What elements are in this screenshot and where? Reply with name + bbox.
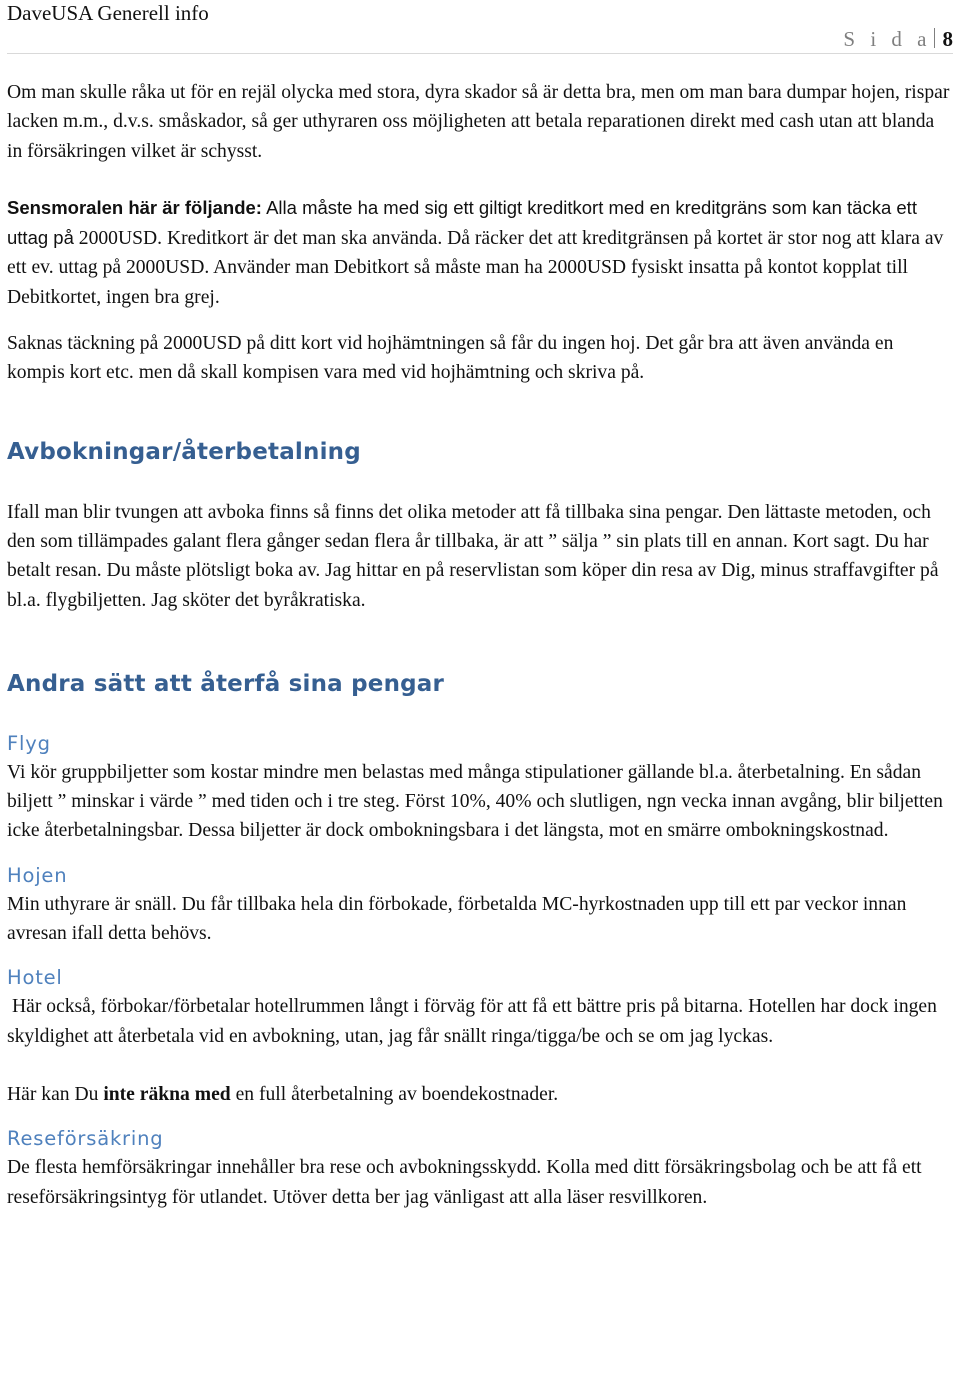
hotel-paragraph: Här också, förbokar/förbetalar hotellrummen långt i förväg för att få ett bättre pris på bitarna. Hotellen har dock ingen skyldighet att återbetala vid en avbokning, utan, jag får snällt ringa/tigga/be och se om jag lyckas. — [7, 996, 937, 1047]
moral-paragraph — [7, 193, 953, 312]
hotel-note-paragraph — [7, 1080, 953, 1109]
document-title: DaveUSA Generell info — [7, 1, 209, 25]
moral-rest-text: 2000USD. Kreditkort är det man ska använda. Då räcker det att kreditgränsen på kortet är stor nog att klara av ett ev. uttag på 2000USD. Använder man Debitkort så måste man ha 2000USD fysiskt insatta på kontot kopplat till Debitkortet, ingen bra grej. — [7, 228, 944, 308]
hotel-note-strong: inte räkna med — [103, 1083, 231, 1105]
heading-andra-satt: Andra sätt att återfå sina pengar — [7, 670, 445, 697]
hotel-note-prefix: Här kan Du — [7, 1083, 104, 1105]
avbokningar-paragraph: Ifall man blir tvungen att avboka finns så finns det olika metoder att få tillbaka sina pengar. Den lättaste metoden, och den som tillämpades galant flera gånger sedan flera år tillbaka, är att ” sälja ” sin plats till en annan. Kort sagt. Du har betalt resan. Du måste plötsligt boka av. Jag hittar en på reservlistan som köper din resa av Dig, minus straffavgifter på bl.a. flygbiljetten. Jag sköter det byråkratiska. — [7, 501, 939, 611]
subheading-hojen: Hojen — [7, 863, 68, 887]
subheading-flyg: Flyg — [7, 731, 51, 755]
document-page — [7, 0, 953, 1212]
subheading-hotel: Hotel — [7, 966, 63, 990]
hojen-paragraph: Min uthyrare är snäll. Du får tillbaka hela din förbokade, förbetalda MC-hyrkostnaden upp till ett par veckor innan avresan ifall detta behövs. — [7, 893, 907, 945]
moral-sans-text: Alla måste ha med sig ett giltigt kreditkort med en kreditgräns som kan täcka ett uttag på — [7, 196, 917, 249]
page-separator — [934, 28, 935, 48]
reseforsakring-paragraph: De flesta hemförsäkringar innehåller bra rese och avbokningsskydd. Kolla med ditt försäkringsbolag och be att få ett reseförsäkringsintyg för utlandet. Utöver detta ber jag vänligast att alla läser resvillkoren. — [7, 1157, 922, 1208]
header-divider — [7, 53, 953, 54]
page-label: S i d a — [843, 27, 932, 51]
page-indicator — [843, 25, 953, 53]
moral-lead: Sensmoralen här är följande: — [7, 196, 262, 218]
page-header — [7, 0, 953, 54]
subheading-reseforsakring: Reseförsäkring — [7, 1127, 164, 1151]
page-number: 8 — [942, 27, 953, 51]
heading-avbokningar: Avbokningar/återbetalning — [7, 438, 361, 465]
flyg-paragraph: Vi kör gruppbiljetter som kostar mindre men belastas med många stipulationer gällande bl.a. återbetalning. En sådan biljett ” minskar i värde ” med tiden och i tre steg. Först 10%, 40% och slutligen, ngn vecka innan avgång, blir biljetten icke återbetalningsbar. Dessa biljetter är dock ombokningsbara i det längsta, mot en smärre ombokningskostnad. — [7, 761, 943, 842]
hotel-note-suffix: en full återbetalning av boendekostnader. — [230, 1083, 559, 1105]
intro-paragraph: Om man skulle råka ut för en rejäl olycka med stora, dyra skador så är detta bra, men om man bara dumpar hojen, rispar lacken m.m., d.v.s. småskador, så ger uthyraren oss möjligheten att betala reparationen direkt med cash utan att blanda in försäkringen vilket är schysst. — [7, 82, 950, 162]
saknas-paragraph: Saknas täckning på 2000USD på ditt kort vid hojhämtningen så får du ingen hoj. Det går bra att även använda en kompis kort etc. men då skall kompisen vara med vid hojhämtning och skriva på. — [7, 333, 894, 384]
